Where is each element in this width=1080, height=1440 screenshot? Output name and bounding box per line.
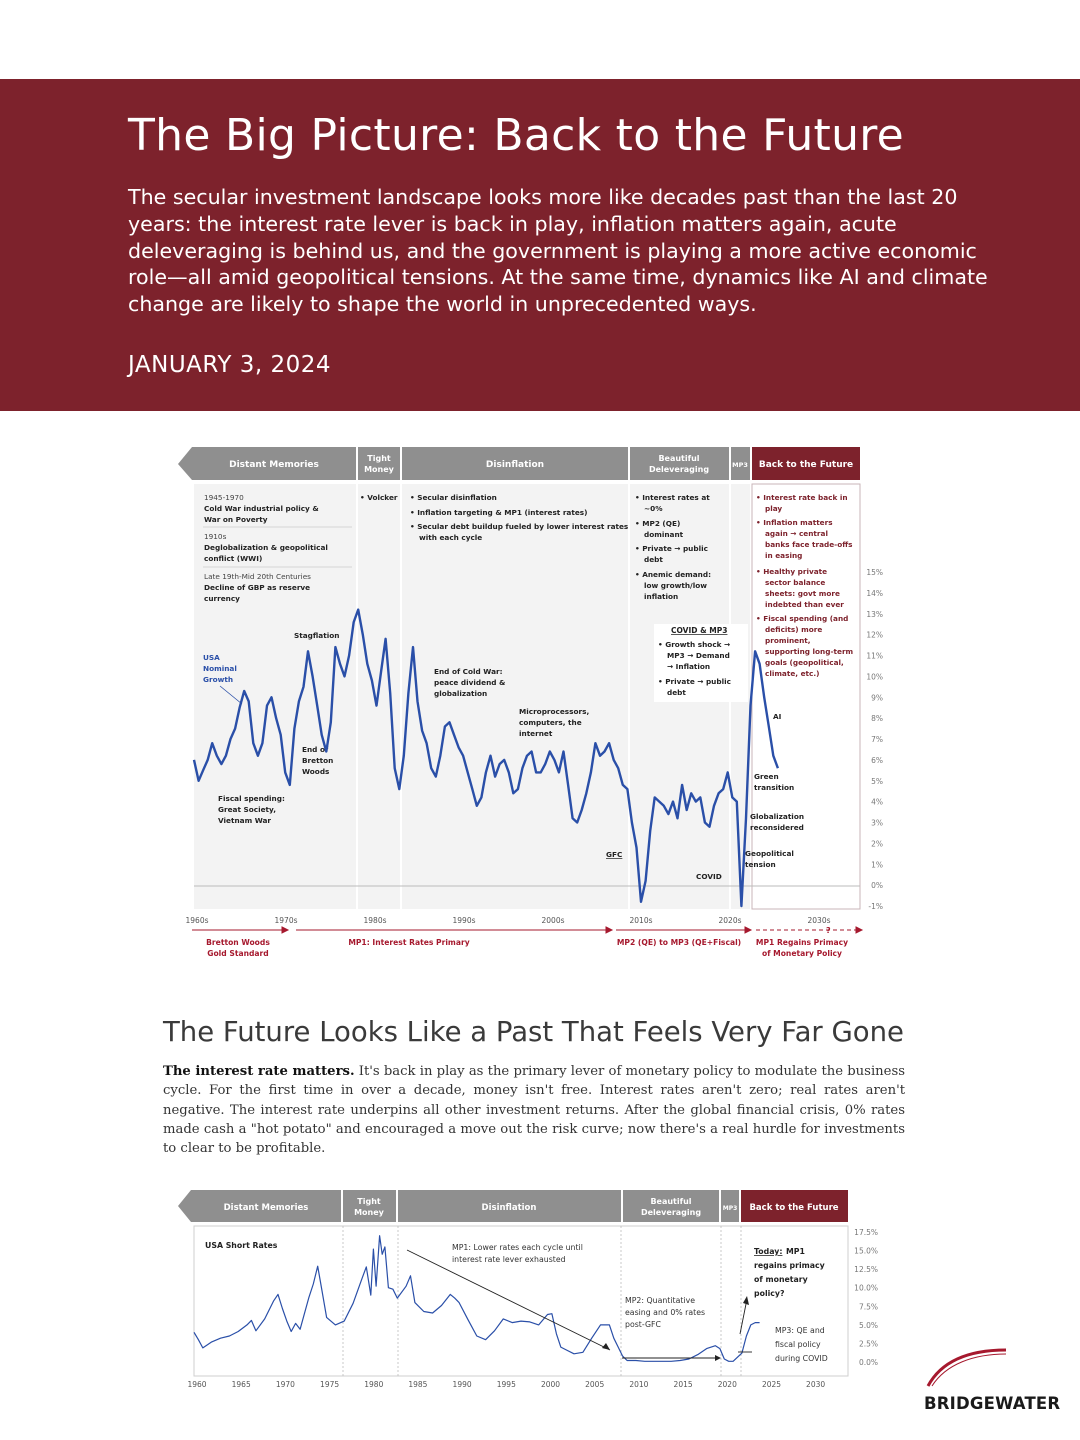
future-notes: • Interest rate back in play • Inflation matters again → central banks face trade-offs in easing • Healthy private sector balance sheets: govt more indebted than ever • Fiscal spending (and deficits) more prominent, supporting long-term goals (geopolitical, climate, etc.)	[756, 493, 854, 678]
y-tick-label: 15.0%	[854, 1246, 878, 1256]
section-lead: The interest rate matters.	[163, 1064, 355, 1079]
y-tick-label: 10%	[866, 672, 883, 682]
disinflation-notes: • Secular disinflation • Inflation targeting & MP1 (interest rates) • Secular debt buildup fueled by lower interest rates with each cycle	[410, 493, 629, 542]
era-label-future: Back to the Future	[758, 460, 854, 470]
x-tick-label: 1965	[231, 1380, 251, 1389]
annot-gfc: GFC	[606, 850, 623, 859]
covid-box-title: COVID & MP3	[671, 626, 728, 635]
x-tick-label: 1970s	[274, 916, 298, 925]
regime-arrows	[192, 927, 862, 933]
y-tick-label: 5%	[871, 776, 883, 786]
page-title: The Big Picture: Back to the Future	[128, 110, 905, 161]
panel-tight	[358, 484, 400, 909]
y-tick-label: 1%	[871, 860, 883, 870]
nominal-growth-figure	[170, 440, 900, 980]
distant-notes: 1945-1970 Cold War industrial policy & War on Poverty 1910s Deglobalization & geopolitical conflict (WWI) Late 19th-Mid 20th Centuries Decline of GBP as reserve currency	[204, 493, 328, 603]
y-tick-label: 5.0%	[858, 1320, 878, 1330]
x-tick-label: 2000	[540, 1380, 561, 1389]
y-tick-label: 2%	[871, 839, 883, 849]
x-tick-label: 1960s	[185, 916, 209, 925]
section-body-text: It's back in play as the primary lever of monetary policy to modulate the business cycle. For the first time in over a decade, money isn't free. Interest rates aren't zero; real rates aren't negative. The interest rate underpins all other investment returns. After the global financial crisis, 0% rates made cash a "hot potato" and encouraged a move out the risk curve; now there's a real hurdle for investments to clear to be profitable.	[163, 1064, 905, 1157]
x-tick-label: 2015	[673, 1380, 693, 1389]
annot-covid: COVID	[696, 872, 722, 881]
annot-stagflation: Stagflation	[294, 631, 340, 640]
annot-today: Today: MP1 regains primacy of monetary policy?	[754, 1247, 825, 1298]
x-tick-label: 1975	[320, 1380, 340, 1389]
bridgewater-logo	[920, 1346, 1070, 1416]
era-label-future: Back to the Future	[749, 1203, 839, 1213]
logo-wordmark: BRIDGEWATER	[924, 1394, 1061, 1413]
era-label-distant: Distant Memories	[223, 1203, 309, 1213]
section-body	[163, 1062, 905, 1158]
era-bar-tight	[358, 447, 400, 480]
y-tick-label: 12%	[866, 630, 883, 640]
logo-swoosh-icon	[920, 1346, 1070, 1391]
x-tick-label: 2030s	[807, 916, 831, 925]
x-tick-label: 2010s	[629, 916, 653, 925]
regime-mp2-mp3: MP2 (QE) to MP3 (QE+Fiscal)	[616, 938, 742, 947]
annot-mp2: MP2: Quantitative easing and 0% rates post-GFC	[625, 1296, 706, 1329]
x-tick-label: 1990s	[452, 916, 476, 925]
y-tick-label: -1%	[868, 902, 883, 911]
era-bar-tight	[343, 1190, 396, 1222]
x-tick-label: 1960	[187, 1380, 207, 1389]
y-tick-label: 4%	[871, 797, 883, 807]
annot-micro: Microprocessors, computers, the internet	[519, 707, 590, 738]
x-tick-label: 2025	[761, 1380, 782, 1389]
annot-bretton: End of Bretton Woods	[302, 745, 334, 776]
annot-geo: Geopolitical tension	[745, 849, 794, 869]
x-axis-ticks	[187, 1380, 825, 1389]
era-label-disinflation: Disinflation	[485, 460, 545, 470]
y-axis-ticks	[854, 1228, 878, 1367]
annot-coldwar: End of Cold War: peace dividend & globalization	[434, 667, 506, 698]
y-tick-label: 6%	[871, 755, 883, 765]
series-label: USA Short Rates	[205, 1241, 278, 1250]
era-label-disinflation: Disinflation	[481, 1203, 537, 1213]
y-tick-label: 8%	[871, 714, 883, 724]
y-tick-label: 2.5%	[858, 1339, 878, 1349]
y-axis-ticks	[866, 568, 883, 911]
y-tick-label: 0%	[871, 881, 883, 891]
page-summary: The secular investment landscape looks more like decades past than the last 20 years: the interest rate lever is back in play, inflation matters again, acute deleveraging is behind us, and the government is playing a more active economic role—all amid geopolitical tensions. At the same time, dynamics like AI and climate change are likely to shape the world in unprecedented ways.	[128, 185, 988, 317]
x-tick-label: 2030	[806, 1380, 826, 1389]
y-tick-label: 15%	[866, 568, 883, 577]
x-tick-label: 2020s	[718, 916, 742, 925]
era-label-deleveraging: Beautiful Deleveraging	[648, 454, 710, 474]
covid-notes: • Growth shock → MP3 → Demand → Inflation • Private → public debt	[658, 640, 731, 697]
annot-fiscal: Fiscal spending: Great Society, Vietnam War	[218, 794, 285, 825]
section-title: The Future Looks Like a Past That Feels Very Far Gone	[163, 1016, 904, 1048]
tight-note: • Volcker	[360, 493, 398, 502]
y-tick-label: 13%	[866, 609, 883, 619]
y-tick-label: 0.0%	[858, 1358, 878, 1367]
x-axis-ticks	[186, 916, 831, 925]
y-tick-label: 10.0%	[854, 1283, 878, 1293]
x-tick-label: 2010	[629, 1380, 649, 1389]
annot-mp1: MP1: Lower rates each cycle until interest rate lever exhausted	[452, 1243, 583, 1264]
era-bar-deleveraging	[623, 1190, 719, 1222]
annot-green: Green transition	[754, 772, 795, 792]
y-tick-label: 17.5%	[854, 1228, 878, 1237]
x-tick-label: 2020	[717, 1380, 737, 1389]
regime-mp1: MP1: Interest Rates Primary	[348, 938, 470, 947]
short-rates-figure	[170, 1184, 890, 1394]
series-label: USA Nominal Growth	[203, 653, 237, 684]
annot-glob: Globalization reconsidered	[750, 812, 805, 832]
deleveraging-notes: • Interest rates at ~0% • MP2 (QE) dominant • Private → public debt • Anemic demand: low growth/low inflation	[635, 493, 712, 601]
era-label-tight: Tight Money	[364, 454, 394, 474]
y-tick-label: 7%	[871, 735, 883, 744]
x-tick-label: 1980	[364, 1380, 384, 1389]
era-label-deleveraging: Beautiful Deleveraging	[640, 1197, 702, 1217]
y-tick-label: 11%	[866, 651, 883, 661]
x-tick-label: 1970	[275, 1380, 295, 1389]
y-tick-label: 9%	[871, 693, 883, 703]
annot-mp3: MP3: QE and fiscal policy during COVID	[775, 1326, 828, 1363]
era-label-tight: Tight Money	[354, 1197, 384, 1217]
regime-bretton: Bretton Woods Gold Standard	[206, 938, 270, 958]
y-tick-label: 12.5%	[854, 1265, 878, 1275]
x-tick-label: 2000s	[541, 916, 565, 925]
x-tick-label: 2005	[585, 1380, 605, 1389]
publication-date: JANUARY 3, 2024	[128, 352, 332, 378]
x-tick-label: 1985	[408, 1380, 428, 1389]
era-label-mp3: MP3	[722, 1205, 738, 1212]
y-tick-label: 3%	[871, 818, 883, 828]
x-tick-label: 1980s	[363, 916, 387, 925]
x-tick-label: 1990	[452, 1380, 472, 1389]
era-bar-deleveraging	[630, 447, 729, 480]
y-tick-label: 7.5%	[858, 1302, 878, 1312]
annot-ai: AI	[773, 712, 782, 721]
y-tick-label: 14%	[866, 588, 883, 598]
era-label-distant: Distant Memories	[229, 460, 319, 470]
era-label-mp3: MP3	[732, 461, 748, 469]
regime-mp1-regains: MP1 Regains Primacy of Monetary Policy	[755, 938, 849, 958]
regime-question-mark: ?	[826, 926, 831, 935]
x-tick-label: 1995	[496, 1380, 516, 1389]
